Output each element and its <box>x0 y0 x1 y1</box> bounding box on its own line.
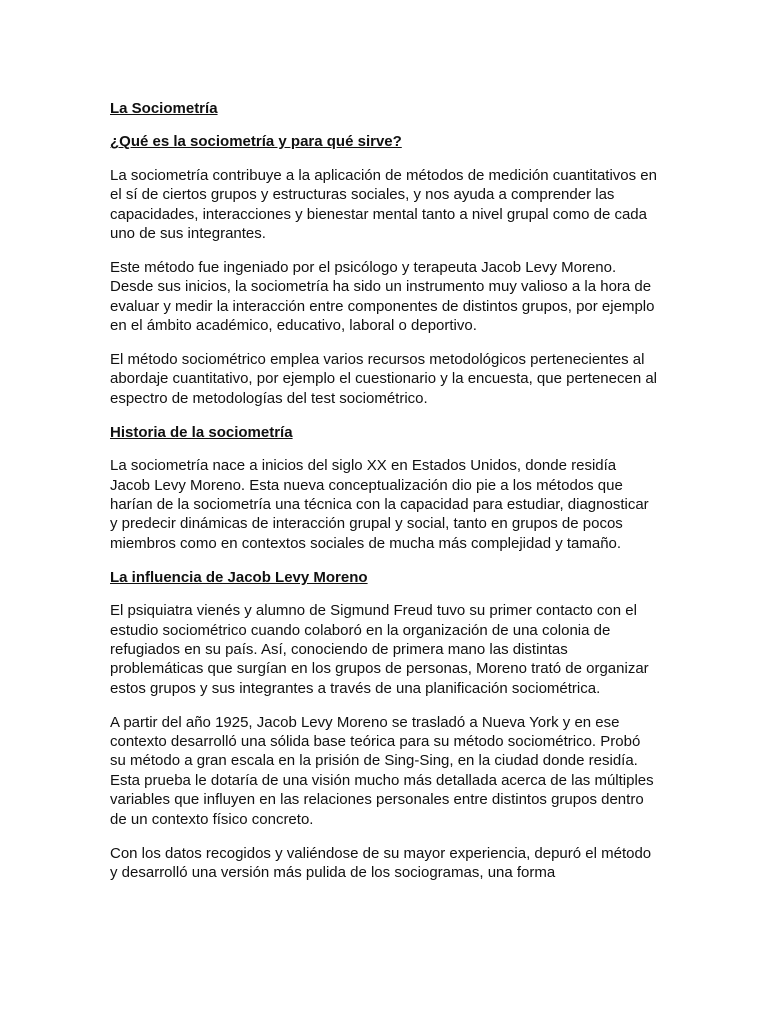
document-body <box>110 99 658 897</box>
paragraph: La sociometría contribuye a la aplicación de métodos de medición cuantitativos en el sí de ciertos grupos y estructuras sociales, y nos ayuda a comprender las capacidades, interacciones y bienestar mental tanto a nivel grupal como de cada uno de sus integrantes. <box>110 166 657 243</box>
paragraph: La sociometría nace a inicios del siglo XX en Estados Unidos, donde residía Jacob Levy Moreno. Esta nueva conceptualización dio pie a los métodos que harían de la sociometría una técnica con la capacidad para estudiar, diagnosticar y predecir dinámicas de interacción grupal y social, tanto en grupos de pocos miembros como en contextos sociales de mucha más complejidad y tamaño. <box>110 457 649 552</box>
document-title: La Sociometría <box>110 100 218 117</box>
paragraph: A partir del año 1925, Jacob Levy Moreno se trasladó a Nueva York y en ese contexto desarrolló una sólida base teórica para su método sociométrico. Probó su método a gran escala en la prisión de Sing-Sing, en la ciudad donde residía. Esta prueba le dotaría de una visión mucho más detallada acerca de las múltiples variables que influyen en las relaciones personales entre distintos grupos dentro de un contexto físico concreto. <box>110 713 654 828</box>
paragraph: El método sociométrico emplea varios recursos metodológicos pertenecientes al abordaje cuantitativo, por ejemplo el cuestionario y la encuesta, que pertenecen al espectro de metodologías del test sociométrico. <box>110 351 658 407</box>
paragraph: El psiquiatra vienés y alumno de Sigmund Freud tuvo su primer contacto con el estudio sociométrico cuando colaboró en la organización de una colonia de refugiados en su país. Así, conociendo de primera mano las distintas problemáticas que surgían en los grupos de personas, Moreno trató de organizar estos grupos y sus integrantes a través de una planificación sociométrica. <box>110 602 649 697</box>
paragraph: Este método fue ingeniado por el psicólogo y terapeuta Jacob Levy Moreno. Desde sus inicios, la sociometría ha sido un instrumento muy valioso a la hora de evaluar y medir la interacción entre componentes de distintos grupos, por ejemplo en el ámbito académico, educativo, laboral o deportivo. <box>110 258 655 335</box>
section-heading: ¿Qué es la sociometría y para qué sirve? <box>110 133 402 151</box>
section-heading: La influencia de Jacob Levy Moreno <box>110 568 368 586</box>
paragraph: Con los datos recogidos y valiéndose de su mayor experiencia, depuró el método y desarrolló una versión más pulida de los sociogramas, una forma <box>110 844 652 881</box>
section-heading: Historia de la sociometría <box>110 423 293 441</box>
